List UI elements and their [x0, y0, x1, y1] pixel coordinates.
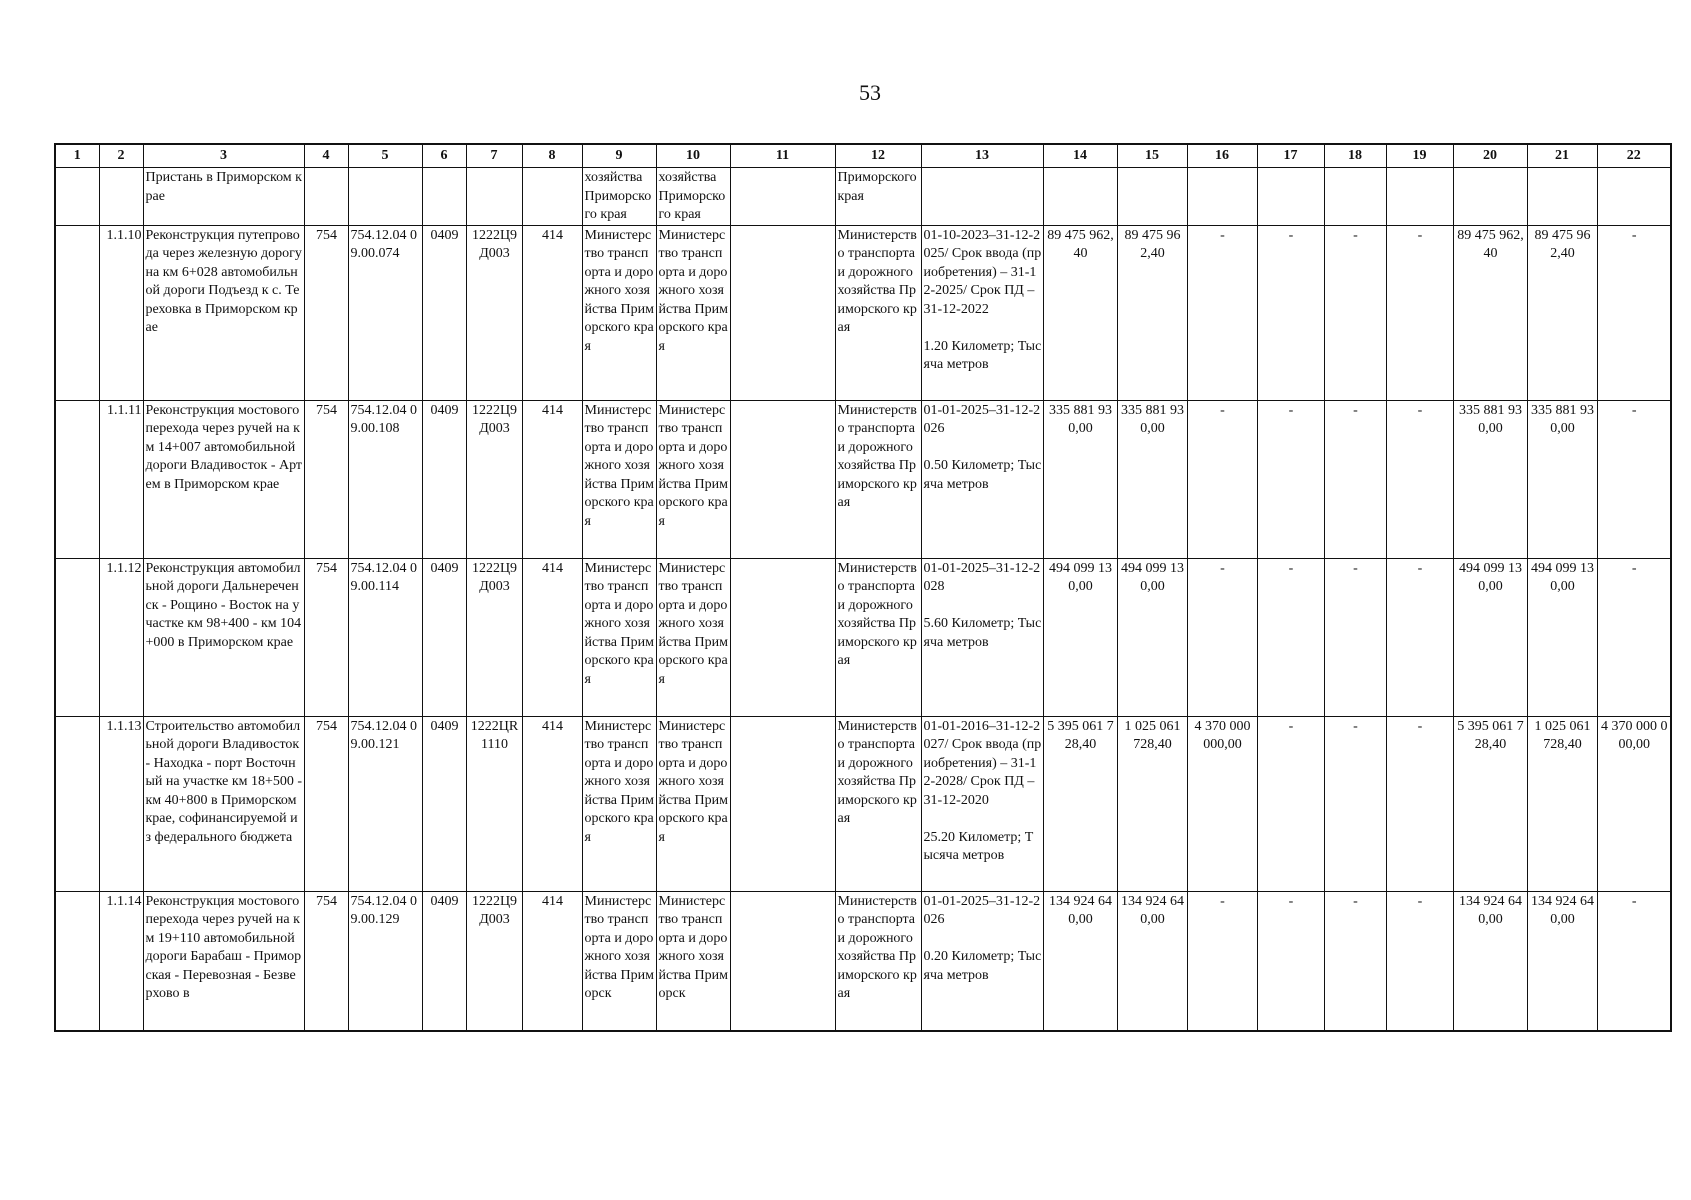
deadlines-capacity: 01-01-2016–31-12-2027/ Срок ввода (приобретения) – 31-12-2028/ Срок ПД – 31-12-2020 25.20 Километр; Тысяча метров	[921, 716, 1043, 891]
regional-budget: 1 025 061 728,40	[1117, 716, 1187, 891]
section-code: 0409	[422, 716, 466, 891]
deadlines-capacity	[921, 168, 1043, 226]
col-header: 16	[1187, 144, 1257, 168]
col-header: 8	[522, 144, 582, 168]
deadlines-capacity: 01-01-2025–31-12-2026 0.20 Километр; Тысяча метров	[921, 891, 1043, 1031]
customer: Министерство транспорта и дорожного хозяйства Приморского края	[582, 558, 656, 716]
regional-limit: 89 475 962,40	[1527, 225, 1597, 400]
page-number: 53	[859, 80, 881, 105]
object-code: 754.12.04 09.00.121	[348, 716, 422, 891]
federal-budget: -	[1187, 891, 1257, 1031]
total-cost: 5 395 061 728,40	[1043, 716, 1117, 891]
grbs-code: 754	[304, 558, 348, 716]
total-limit: 134 924 640,00	[1453, 891, 1527, 1031]
regional-limit: 494 099 130,00	[1527, 558, 1597, 716]
federal-limit: -	[1597, 558, 1671, 716]
regional-budget: 134 924 640,00	[1117, 891, 1187, 1031]
developer: Министерство транспорта и дорожного хозяйства Приморского края	[656, 225, 730, 400]
cell-col-19: -	[1386, 716, 1453, 891]
customer: хозяйства Приморского края	[582, 168, 656, 226]
object-name: Реконструкция путепровода через железную дорогу на км 6+028 автомобильной дороги Подъезд к с. Тереховка в Приморском крае	[143, 225, 304, 400]
total-limit: 5 395 061 728,40	[1453, 716, 1527, 891]
regional-budget: 89 475 962,40	[1117, 225, 1187, 400]
cell-col-18	[1324, 168, 1386, 226]
col-header: 20	[1453, 144, 1527, 168]
total-limit	[1453, 168, 1527, 226]
developer: Министерство транспорта и дорожного хозяйства Приморск	[656, 891, 730, 1031]
cell-col-11	[730, 716, 835, 891]
grbs-code: 754	[304, 891, 348, 1031]
regional-budget	[1117, 168, 1187, 226]
col-header: 22	[1597, 144, 1671, 168]
row-number: 1.1.11	[99, 400, 143, 558]
col-header: 11	[730, 144, 835, 168]
cell-col-1	[55, 716, 99, 891]
cell-col-18: -	[1324, 716, 1386, 891]
customer: Министерство транспорта и дорожного хозяйства Приморского края	[582, 225, 656, 400]
target-article: 1222Ц9 Д003	[466, 225, 522, 400]
table-row	[55, 168, 1671, 226]
target-article: 1222ЦR 1110	[466, 716, 522, 891]
col-header: 21	[1527, 144, 1597, 168]
cell-col-18: -	[1324, 558, 1386, 716]
cell-col-1	[55, 891, 99, 1031]
cell-col-17: -	[1257, 558, 1324, 716]
regional-budget: 494 099 130,00	[1117, 558, 1187, 716]
cell-col-17	[1257, 168, 1324, 226]
table-body	[55, 168, 1671, 1032]
expense-type: 414	[522, 716, 582, 891]
col-header: 19	[1386, 144, 1453, 168]
expense-type	[522, 168, 582, 226]
total-cost: 134 924 640,00	[1043, 891, 1117, 1031]
deadlines-capacity: 01-01-2025–31-12-2028 5.60 Километр; Тысяча метров	[921, 558, 1043, 716]
col-header: 5	[348, 144, 422, 168]
object-code: 754.12.04 09.00.074	[348, 225, 422, 400]
federal-limit: -	[1597, 891, 1671, 1031]
responsible-executor: Министерство транспорта и дорожного хозяйства Приморского края	[835, 716, 921, 891]
object-name: Реконструкция мостового перехода через ручей на км 19+110 автомобильной дороги Барабаш - Приморская - Перевозная - Безверхово в	[143, 891, 304, 1031]
regional-limit: 335 881 930,00	[1527, 400, 1597, 558]
developer: Министерство транспорта и дорожного хозяйства Приморского края	[656, 558, 730, 716]
table-row	[55, 558, 1671, 716]
grbs-code: 754	[304, 400, 348, 558]
federal-limit: -	[1597, 400, 1671, 558]
total-cost: 335 881 930,00	[1043, 400, 1117, 558]
grbs-code: 754	[304, 225, 348, 400]
row-number: 1.1.12	[99, 558, 143, 716]
cell-col-1	[55, 225, 99, 400]
federal-budget	[1187, 168, 1257, 226]
target-article: 1222Ц9 Д003	[466, 558, 522, 716]
col-header: 12	[835, 144, 921, 168]
row-number: 1.1.13	[99, 716, 143, 891]
grbs-code	[304, 168, 348, 226]
cell-col-11	[730, 168, 835, 226]
federal-budget: -	[1187, 558, 1257, 716]
cell-col-11	[730, 558, 835, 716]
cell-col-18: -	[1324, 225, 1386, 400]
developer: Министерство транспорта и дорожного хозяйства Приморского края	[656, 716, 730, 891]
col-header: 3	[143, 144, 304, 168]
table-row	[55, 400, 1671, 558]
federal-limit: -	[1597, 225, 1671, 400]
deadlines-capacity: 01-10-2023–31-12-2025/ Срок ввода (приобретения) – 31-12-2025/ Срок ПД – 31-12-2022 1.20 Километр; Тысяча метров	[921, 225, 1043, 400]
target-article: 1222Ц9 Д003	[466, 891, 522, 1031]
regional-budget: 335 881 930,00	[1117, 400, 1187, 558]
section-code: 0409	[422, 225, 466, 400]
expense-type: 414	[522, 558, 582, 716]
row-number	[99, 168, 143, 226]
cell-col-19: -	[1386, 891, 1453, 1031]
cell-col-17: -	[1257, 400, 1324, 558]
col-header: 18	[1324, 144, 1386, 168]
cell-col-1	[55, 168, 99, 226]
cell-col-19: -	[1386, 400, 1453, 558]
cell-col-17: -	[1257, 716, 1324, 891]
customer: Министерство транспорта и дорожного хозяйства Приморского края	[582, 716, 656, 891]
total-limit: 335 881 930,00	[1453, 400, 1527, 558]
total-cost	[1043, 168, 1117, 226]
responsible-executor: Министерство транспорта и дорожного хозяйства Приморского края	[835, 225, 921, 400]
cell-col-11	[730, 891, 835, 1031]
object-code: 754.12.04 09.00.108	[348, 400, 422, 558]
grbs-code: 754	[304, 716, 348, 891]
federal-budget: -	[1187, 400, 1257, 558]
col-header: 2	[99, 144, 143, 168]
federal-budget: 4 370 000 000,00	[1187, 716, 1257, 891]
developer: Министерство транспорта и дорожного хозяйства Приморского края	[656, 400, 730, 558]
object-code: 754.12.04 09.00.129	[348, 891, 422, 1031]
col-header: 1	[55, 144, 99, 168]
col-header: 7	[466, 144, 522, 168]
table-row	[55, 891, 1671, 1031]
object-code	[348, 168, 422, 226]
cell-col-1	[55, 400, 99, 558]
responsible-executor: Министерство транспорта и дорожного хозяйства Приморского края	[835, 558, 921, 716]
total-limit: 89 475 962,40	[1453, 225, 1527, 400]
developer: хозяйства Приморского края	[656, 168, 730, 226]
customer: Министерство транспорта и дорожного хозяйства Приморского края	[582, 400, 656, 558]
deadlines-capacity: 01-01-2025–31-12-2026 0.50 Километр; Тысяча метров	[921, 400, 1043, 558]
table-row	[55, 225, 1671, 400]
section-code: 0409	[422, 891, 466, 1031]
total-cost: 494 099 130,00	[1043, 558, 1117, 716]
cell-col-1	[55, 558, 99, 716]
federal-limit	[1597, 168, 1671, 226]
object-name: Реконструкция мостового перехода через ручей на км 14+007 автомобильной дороги Владивосток - Артем в Приморском крае	[143, 400, 304, 558]
col-header: 15	[1117, 144, 1187, 168]
regional-limit	[1527, 168, 1597, 226]
cell-col-11	[730, 225, 835, 400]
row-number: 1.1.14	[99, 891, 143, 1031]
section-code: 0409	[422, 558, 466, 716]
responsible-executor: Министерство транспорта и дорожного хозяйства Приморского края	[835, 891, 921, 1031]
col-header: 17	[1257, 144, 1324, 168]
object-code: 754.12.04 09.00.114	[348, 558, 422, 716]
col-header: 6	[422, 144, 466, 168]
object-name: Реконструкция автомобильной дороги Дальнереченск - Рощино - Восток на участке км 98+400 - км 104+000 в Приморском крае	[143, 558, 304, 716]
col-header: 13	[921, 144, 1043, 168]
target-article: 1222Ц9 Д003	[466, 400, 522, 558]
col-header: 14	[1043, 144, 1117, 168]
cell-col-11	[730, 400, 835, 558]
responsible-executor: Министерство транспорта и дорожного хозяйства Приморского края	[835, 400, 921, 558]
col-header: 9	[582, 144, 656, 168]
total-cost: 89 475 962,40	[1043, 225, 1117, 400]
responsible-executor: Приморского края	[835, 168, 921, 226]
col-header: 10	[656, 144, 730, 168]
header-row	[55, 144, 1671, 168]
expense-type: 414	[522, 891, 582, 1031]
object-name: Строительство автомобильной дороги Владивосток - Находка - порт Восточный на участке км 18+500 - км 40+800 в Приморском крае, софинансируемой из федерального бюджета	[143, 716, 304, 891]
federal-limit: 4 370 000 000,00	[1597, 716, 1671, 891]
budget-table	[54, 143, 1672, 1032]
section-code: 0409	[422, 400, 466, 558]
cell-col-19: -	[1386, 225, 1453, 400]
federal-budget: -	[1187, 225, 1257, 400]
cell-col-17: -	[1257, 891, 1324, 1031]
total-limit: 494 099 130,00	[1453, 558, 1527, 716]
cell-col-17: -	[1257, 225, 1324, 400]
object-name: Пристань в Приморском крае	[143, 168, 304, 226]
customer: Министерство транспорта и дорожного хозяйства Приморск	[582, 891, 656, 1031]
row-number: 1.1.10	[99, 225, 143, 400]
expense-type: 414	[522, 400, 582, 558]
col-header: 4	[304, 144, 348, 168]
table-row	[55, 716, 1671, 891]
cell-col-19	[1386, 168, 1453, 226]
cell-col-18: -	[1324, 891, 1386, 1031]
regional-limit: 1 025 061 728,40	[1527, 716, 1597, 891]
target-article	[466, 168, 522, 226]
regional-limit: 134 924 640,00	[1527, 891, 1597, 1031]
expense-type: 414	[522, 225, 582, 400]
section-code	[422, 168, 466, 226]
cell-col-18: -	[1324, 400, 1386, 558]
cell-col-19: -	[1386, 558, 1453, 716]
